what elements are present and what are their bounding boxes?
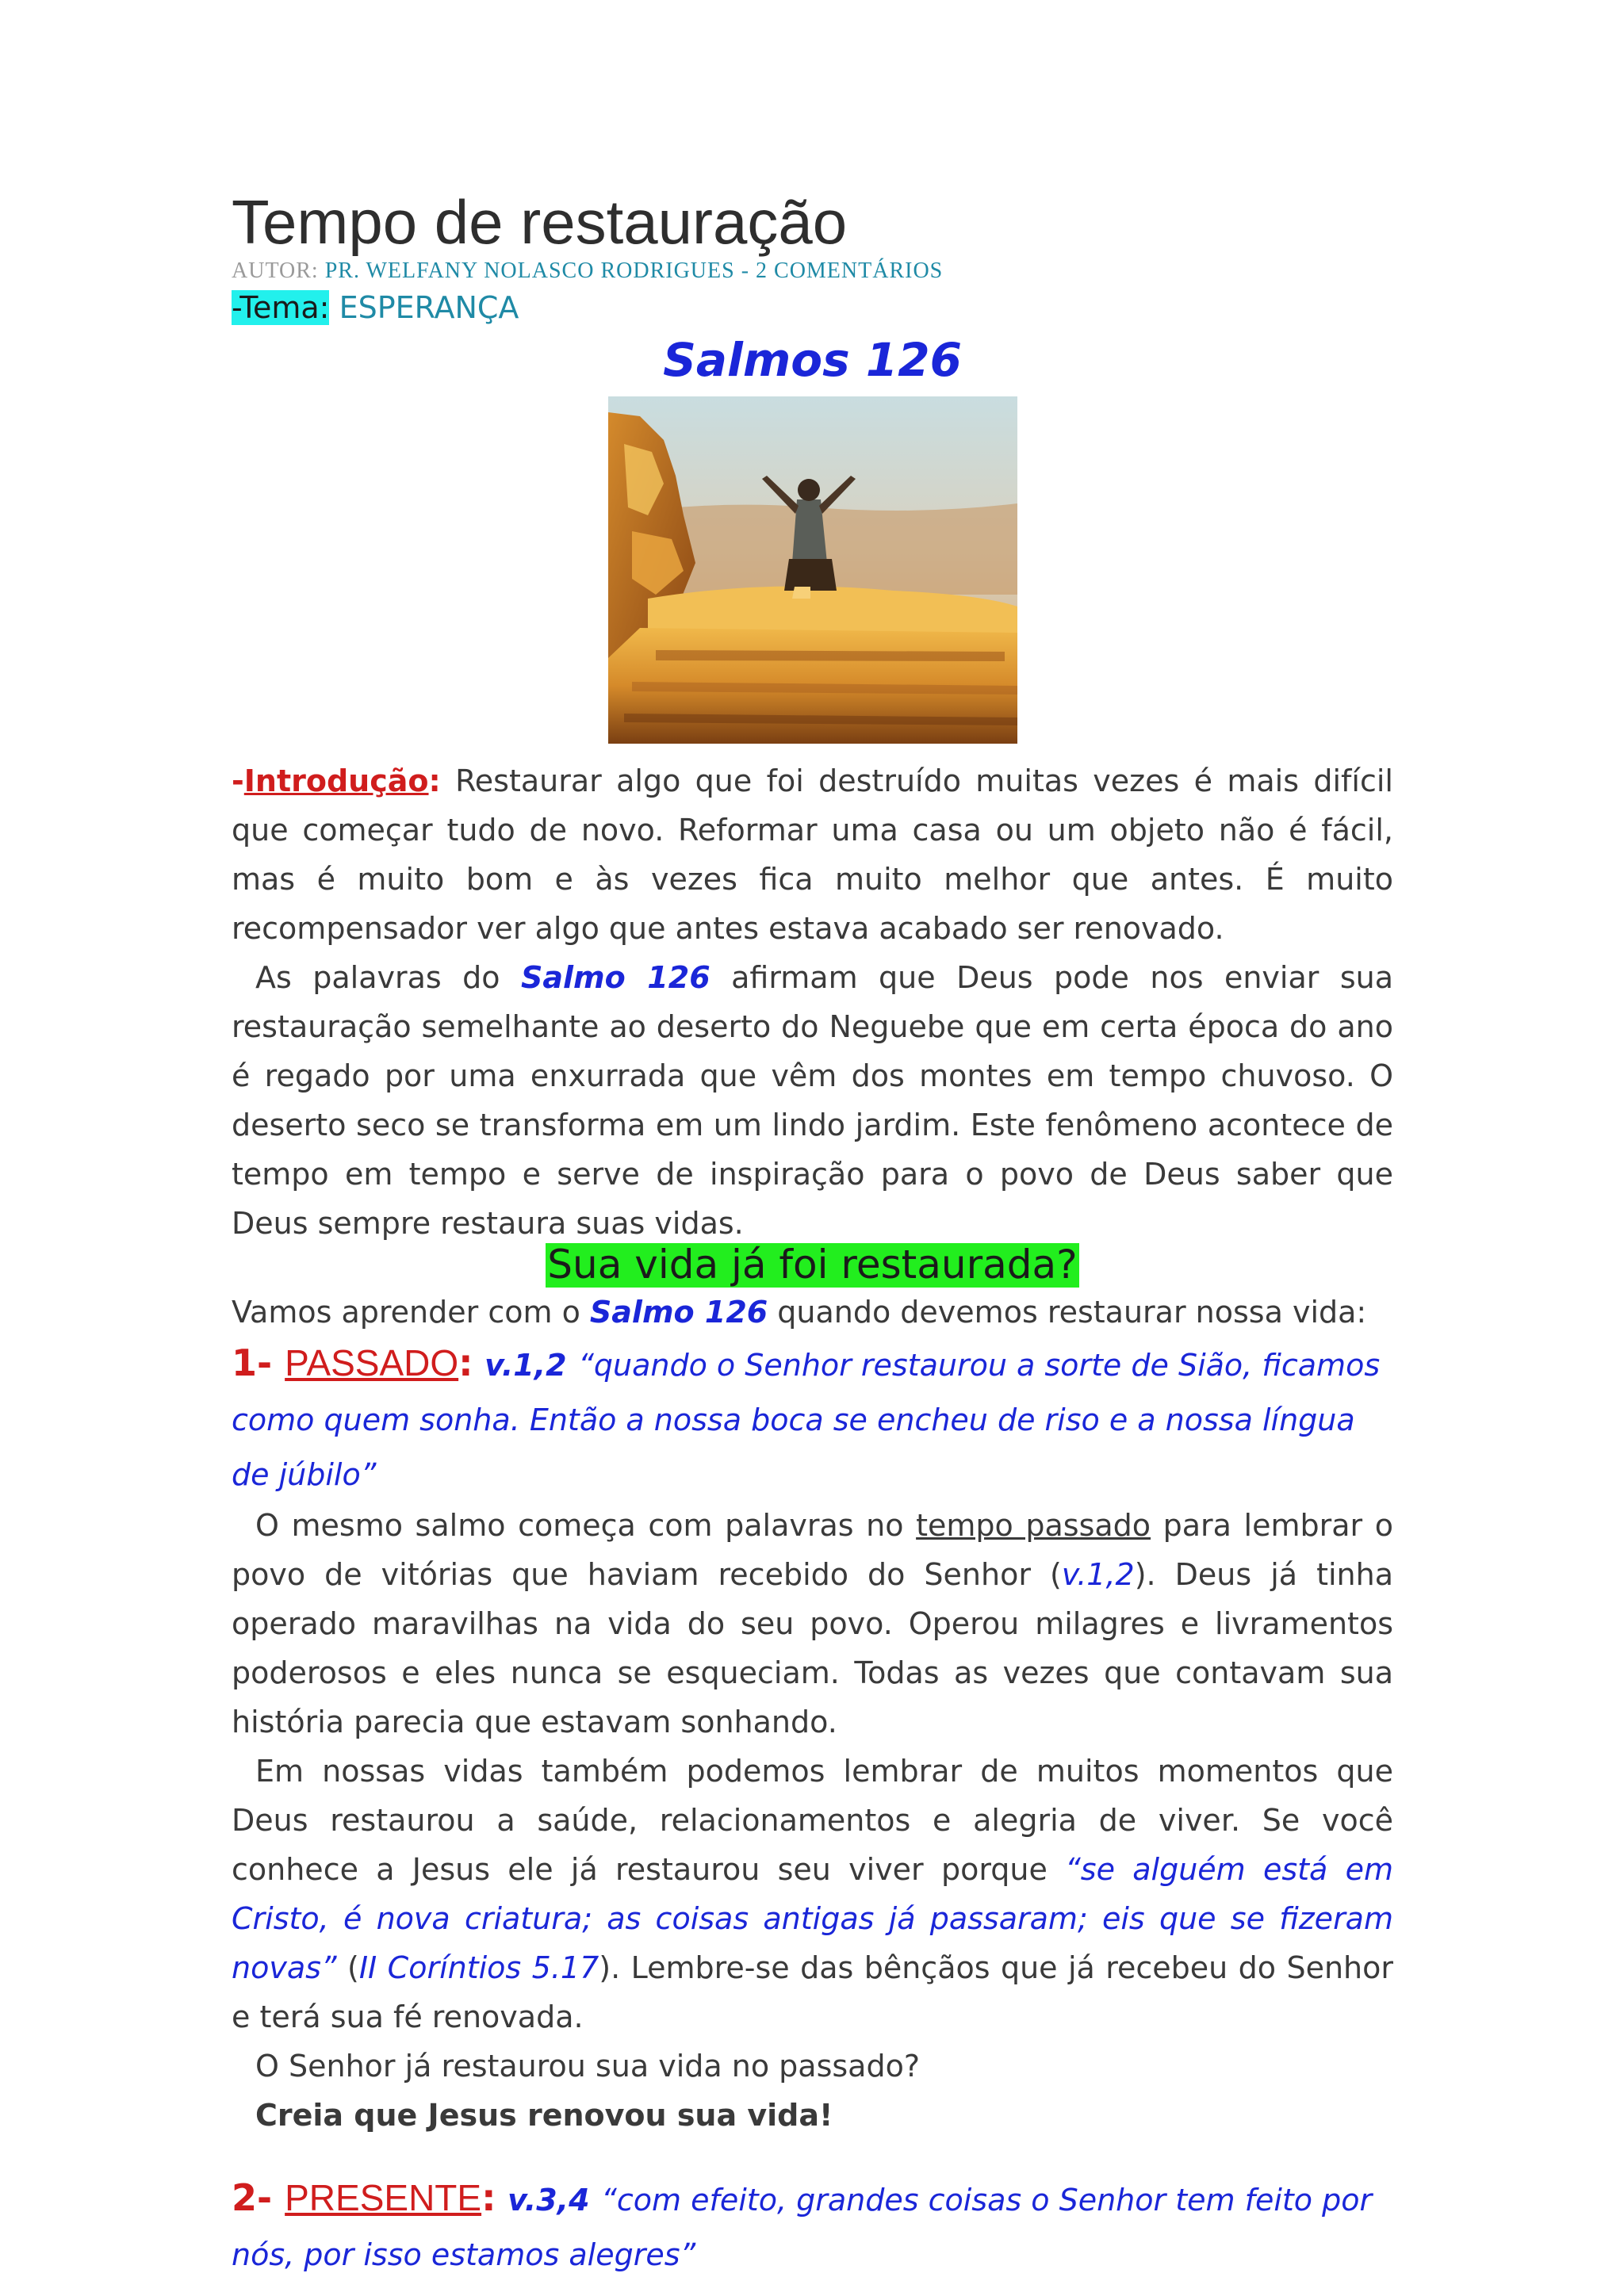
section-2-ref: v.3,4 [508, 2183, 590, 2218]
lead-paragraph [232, 1288, 1393, 1337]
author-link[interactable]: PR. WELFANY NOLASCO RODRIGUES [324, 258, 735, 283]
section-1-colon: : [458, 1341, 473, 1385]
comments-link[interactable]: 2 COMENTÁRIOS [756, 258, 944, 283]
corinthians-ref: II Coríntios 5.17 [358, 1950, 599, 1986]
section-1-number: 1- [232, 1341, 285, 1385]
para2-post: afirmam que Deus pode nos enviar sua restauração semelhante ao deserto do Neguebe que em certa época do ano é regado por uma enxurrada que vêm dos montes em tempo chuvoso. O deserto seco se transforma em um lindo jardim. Este fenômeno acontece de tempo em tempo e serve de inspiração para o povo de Deus saber que Deus sempre restaura suas vidas. [232, 960, 1393, 1242]
intro-colon: : [428, 763, 441, 799]
verse-ref: v.1,2 [1061, 1557, 1135, 1593]
corinthians-quote: “se alguém está em Cristo, é nova criatura; as coisas antigas já passaram; eis que se fizeram novas” [232, 1852, 1393, 1986]
neguebe-paragraph [232, 953, 1393, 1248]
section-1-paragraph-1: O mesmo salmo começa com palavras no tempo passado para lembrar o povo de vitórias que haviam recebido do Senhor (v.1,2). Deus já tinha operado maravilhas na vida do seu povo. Operou milagres e livramentos poderosos e eles nunca se esqueciam. Todas as vezes que contavam sua história parecia que estavam sonhando. [232, 1508, 1393, 1740]
section-1-question: O Senhor já restaurou sua vida no passado? [255, 2049, 920, 2084]
lead-ref: Salmo 126 [589, 1295, 768, 1330]
section-1-quote: “quando o Senhor restaurou a sorte de Sião, ficamos como quem sonha. Então a nossa boca se encheu de riso e a nossa língua de júbilo” [232, 1348, 1381, 1493]
section-1-word: PASSADO [285, 1342, 459, 1384]
spacer [232, 2140, 1393, 2172]
intro-label: Introdução [243, 763, 429, 799]
lead-pre: Vamos aprender com o [232, 1295, 590, 1330]
tema-label: -Tema: [232, 289, 330, 325]
section-2-heading [232, 2172, 1393, 2281]
tema-line [232, 290, 1393, 325]
section-1-ref: v.1,2 [485, 1348, 567, 1383]
man-on-cliff-photo [608, 396, 1017, 744]
lead-post: quando devemos restaurar nossa vida: [768, 1295, 1367, 1330]
photo-container [232, 396, 1393, 747]
page-title: Tempo de restauração [232, 187, 848, 257]
section-1-heading [232, 1337, 1393, 1501]
byline-label: AUTOR: [232, 258, 325, 283]
intro-dash: - [232, 763, 244, 799]
section-2-colon: : [481, 2176, 496, 2220]
intro-paragraph [232, 756, 1393, 953]
section-2-number: 2- [232, 2176, 285, 2220]
question-heading: Sua vida já foi restaurada? [547, 1242, 1078, 1288]
section-1-exhortation: Creia que Jesus renovou sua vida! [255, 2098, 833, 2133]
section-1-paragraph-2: Em nossas vidas também podemos lembrar de muitos momentos que Deus restaurou a saúde, relacionamentos e alegria de viver. Se você conhece a Jesus ele já restaurou seu viver porque “se alguém está em Cristo, é nova criatura; as coisas antigas já passaram; eis que se fizeram novas” (II Coríntios 5.17). Lembre-se das bênçãos que já recebeu do Senhor e terá sua fé renovada. [232, 1754, 1393, 2035]
tema-value: ESPERANÇA [339, 289, 519, 325]
byline-separator: - [734, 258, 756, 283]
document-page [232, 187, 1393, 2281]
byline [232, 258, 1393, 284]
section-2-word: PRESENTE [285, 2177, 482, 2219]
intro-text: Restaurar algo que foi destruído muitas vezes é mais difícil que começar tudo de novo. Reformar uma casa ou um objeto não é fácil, mas é muito bom e às vezes fica muito melhor que antes. É muito recompensador ver algo que antes estava acabado ser renovado. [232, 763, 1393, 947]
psalm-title: Salmos 126 [663, 332, 962, 387]
para2-pre: As palavras do [255, 960, 521, 996]
psalm-ref: Salmo 126 [520, 960, 710, 996]
past-tense-term: tempo passado [916, 1508, 1151, 1544]
section-2-quote: “com efeito, grandes coisas o Senhor tem feito por nós, por isso estamos alegres” [232, 2183, 1373, 2273]
